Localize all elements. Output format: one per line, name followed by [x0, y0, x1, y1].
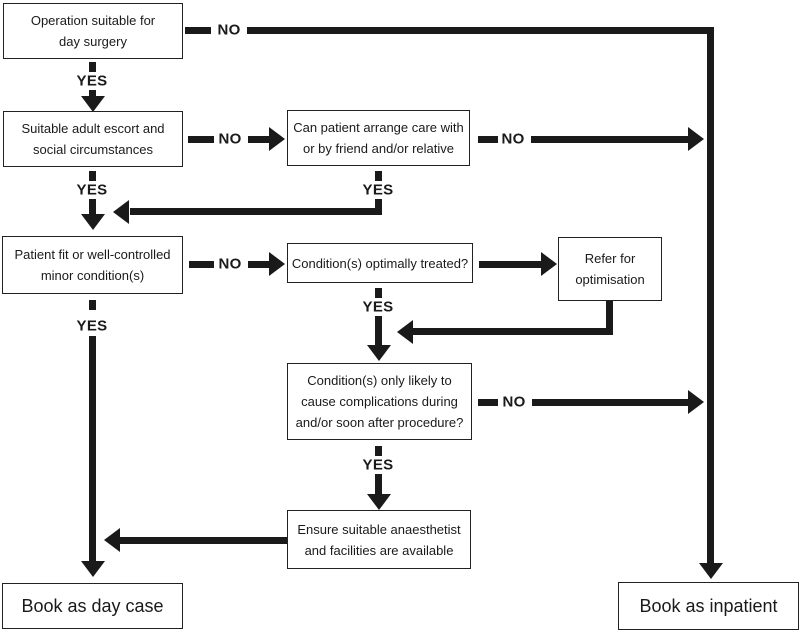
yes-label: YES [76, 72, 108, 90]
node-refer-optimisation [558, 237, 662, 301]
arrowhead-left-icon [104, 528, 120, 552]
arrowhead-down-icon [367, 494, 391, 510]
connector-segment [130, 208, 382, 215]
connector-segment [479, 261, 542, 268]
connector-segment [532, 399, 689, 406]
node-text-line: and/or soon after procedure? [295, 415, 464, 430]
connector-segment [188, 136, 214, 143]
arrowhead-down-icon [81, 96, 105, 112]
node-patient-fit [2, 236, 183, 294]
arrowhead-down-icon [367, 345, 391, 361]
node-text-line: cause complications during [301, 394, 458, 409]
node-text-line: Operation suitable for [30, 13, 156, 28]
connector-segment [413, 328, 613, 335]
arrowhead-right-icon [269, 252, 285, 276]
node-text-line: Condition(s) optimally treated? [291, 255, 469, 271]
connector-segment [375, 474, 382, 495]
connector-segment [248, 261, 270, 268]
node-text-line: Suitable adult escort and [21, 121, 165, 136]
connector-segment [89, 171, 96, 181]
node-optimally-treated [287, 243, 473, 283]
arrowhead-right-icon [688, 390, 704, 414]
arrowhead-down-icon [81, 561, 105, 577]
arrowhead-down-icon [81, 214, 105, 230]
node-text-line: Book as day case [21, 596, 164, 616]
node-complications [287, 363, 472, 440]
connector-segment [375, 288, 382, 298]
connector-segment [120, 537, 287, 544]
node-text-line: Condition(s) only likely to [307, 373, 452, 388]
yes-label: YES [362, 456, 394, 474]
node-text-line: Book as inpatient [639, 596, 778, 616]
node-text-line: minor condition(s) [40, 268, 145, 283]
arrowhead-right-icon [541, 252, 557, 276]
no-label: NO [218, 255, 242, 273]
node-text-line: Refer for [584, 251, 636, 266]
yes-label: YES [76, 317, 108, 335]
connector-segment [185, 27, 211, 34]
connector-segment [375, 316, 382, 346]
no-label: NO [218, 130, 242, 148]
arrowhead-down-icon [699, 563, 723, 579]
node-text-line: social circumstances [33, 142, 153, 157]
node-adult-escort [3, 111, 183, 167]
node-text-line: Can patient arrange care with [293, 120, 464, 135]
connector-segment [478, 399, 498, 406]
node-text-line: Ensure suitable anaesthetist [297, 521, 461, 537]
no-label: NO [501, 130, 525, 148]
connector-segment [189, 261, 214, 268]
connector-segment [707, 27, 714, 564]
node-text-line: or by friend and/or relative [302, 141, 455, 156]
node-text-line: day surgery [59, 34, 127, 49]
connector-segment [247, 27, 714, 34]
node-book-day-case [2, 583, 183, 629]
connector-segment [375, 171, 382, 181]
connector-segment [248, 136, 270, 143]
no-label: NO [217, 21, 241, 39]
connector-segment [89, 62, 96, 72]
connector-segment [375, 446, 382, 456]
yes-label: YES [362, 181, 394, 199]
yes-label: YES [362, 298, 394, 316]
node-text-line: optimisation [575, 272, 645, 287]
connector-segment [531, 136, 689, 143]
arrowhead-right-icon [269, 127, 285, 151]
node-text-line: Patient fit or well-controlled [14, 247, 171, 262]
yes-label: YES [76, 181, 108, 199]
arrowhead-left-icon [397, 320, 413, 344]
connector-segment [89, 336, 96, 562]
no-label: NO [502, 393, 526, 411]
arrowhead-left-icon [113, 200, 129, 224]
node-arrange-care [287, 110, 470, 166]
arrowhead-right-icon [688, 127, 704, 151]
node-operation-suitable [3, 3, 183, 59]
connector-segment [478, 136, 498, 143]
node-ensure-anaesthetist [287, 510, 471, 569]
connector-segment [89, 300, 96, 310]
node-text-line: and facilities are available [304, 542, 454, 558]
node-book-inpatient [618, 582, 799, 630]
